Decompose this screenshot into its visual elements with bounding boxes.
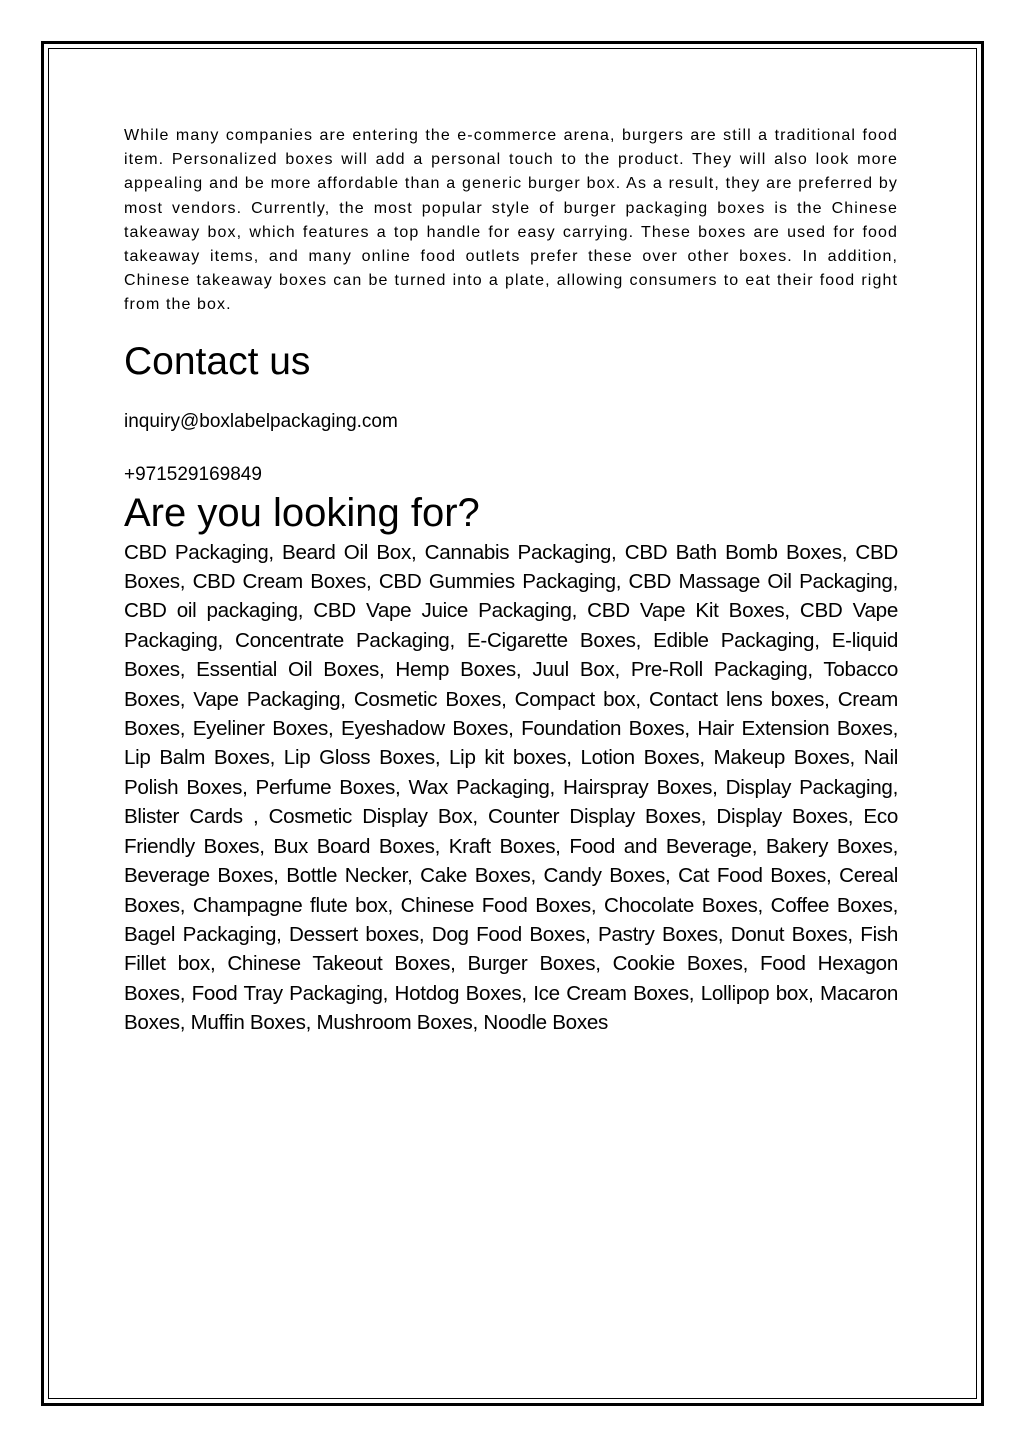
product-keywords: CBD Packaging, Beard Oil Box, Cannabis Packaging, CBD Bath Bomb Boxes, CBD Boxes, CBD Cream Boxes, CBD Gummies Packaging, CBD Massage Oil Packaging, CBD oil packaging, CBD Vape Juice Packaging, CBD Vape Kit Boxes, CBD Vape Packaging, Concentrate Packaging, E-Cigarette Boxes, Edible Packaging, E-liquid Boxes, Essential Oil Boxes, Hemp Boxes, Juul Box, Pre-Roll Packaging, Tobacco Boxes, Vape Packaging, Cosmetic Boxes, Compact box, Contact lens boxes, Cream Boxes, Eyeliner Boxes, Eyeshadow Boxes, Foundation Boxes, Hair Extension Boxes, Lip Balm Boxes, Lip Gloss Boxes, Lip kit boxes, Lotion Boxes, Makeup Boxes, Nail Polish Boxes, Perfume Boxes, Wax Packaging, Hairspray Boxes, Display Packaging, Blister Cards , Cosmetic Display Box, Counter Display Boxes, Display Boxes, Eco Friendly Boxes, Bux Board Boxes, Kraft Boxes, Food and Beverage, Bakery Boxes, Beverage Boxes, Bottle Necker, Cake Boxes, Candy Boxes, Cat Food Boxes, Cereal Boxes, Champagne flute box, Chinese Food Boxes, Chocolate Boxes, Coffee Boxes, Bagel Packaging, Dessert boxes, Dog Food Boxes, Pastry Boxes, Donut Boxes, Fish Fillet box, Chinese Takeout Boxes, Burger Boxes, Cookie Boxes, Food Hexagon Boxes, Food Tray Packaging, Hotdog Boxes, Ice Cream Boxes, Lollipop box, Macaron Boxes, Muffin Boxes, Mushroom Boxes, Noodle Boxes: [124, 540, 898, 1035]
looking-for-heading: Are you looking for?: [124, 490, 480, 535]
contact-email: inquiry@boxlabelpackaging.com: [124, 410, 398, 432]
contact-phone: +971529169849: [124, 463, 262, 485]
document-content: [124, 124, 898, 1038]
contact-heading: Contact us: [124, 339, 311, 383]
intro-paragraph: While many companies are entering the e-commerce arena, burgers are still a traditional food item. Personalized boxes will add a personal touch to the product. They will also look more appealing and be more affordable than a generic burger box. As a result, they are preferred by most vendors. Currently, the most popular style of burger packaging boxes is the Chinese takeaway box, which features a top handle for easy carrying. These boxes are used for food takeaway items, and many online food outlets prefer these over other boxes. In addition, Chinese takeaway boxes can be turned into a plate, allowing consumers to eat their food right from the box.: [124, 127, 898, 314]
